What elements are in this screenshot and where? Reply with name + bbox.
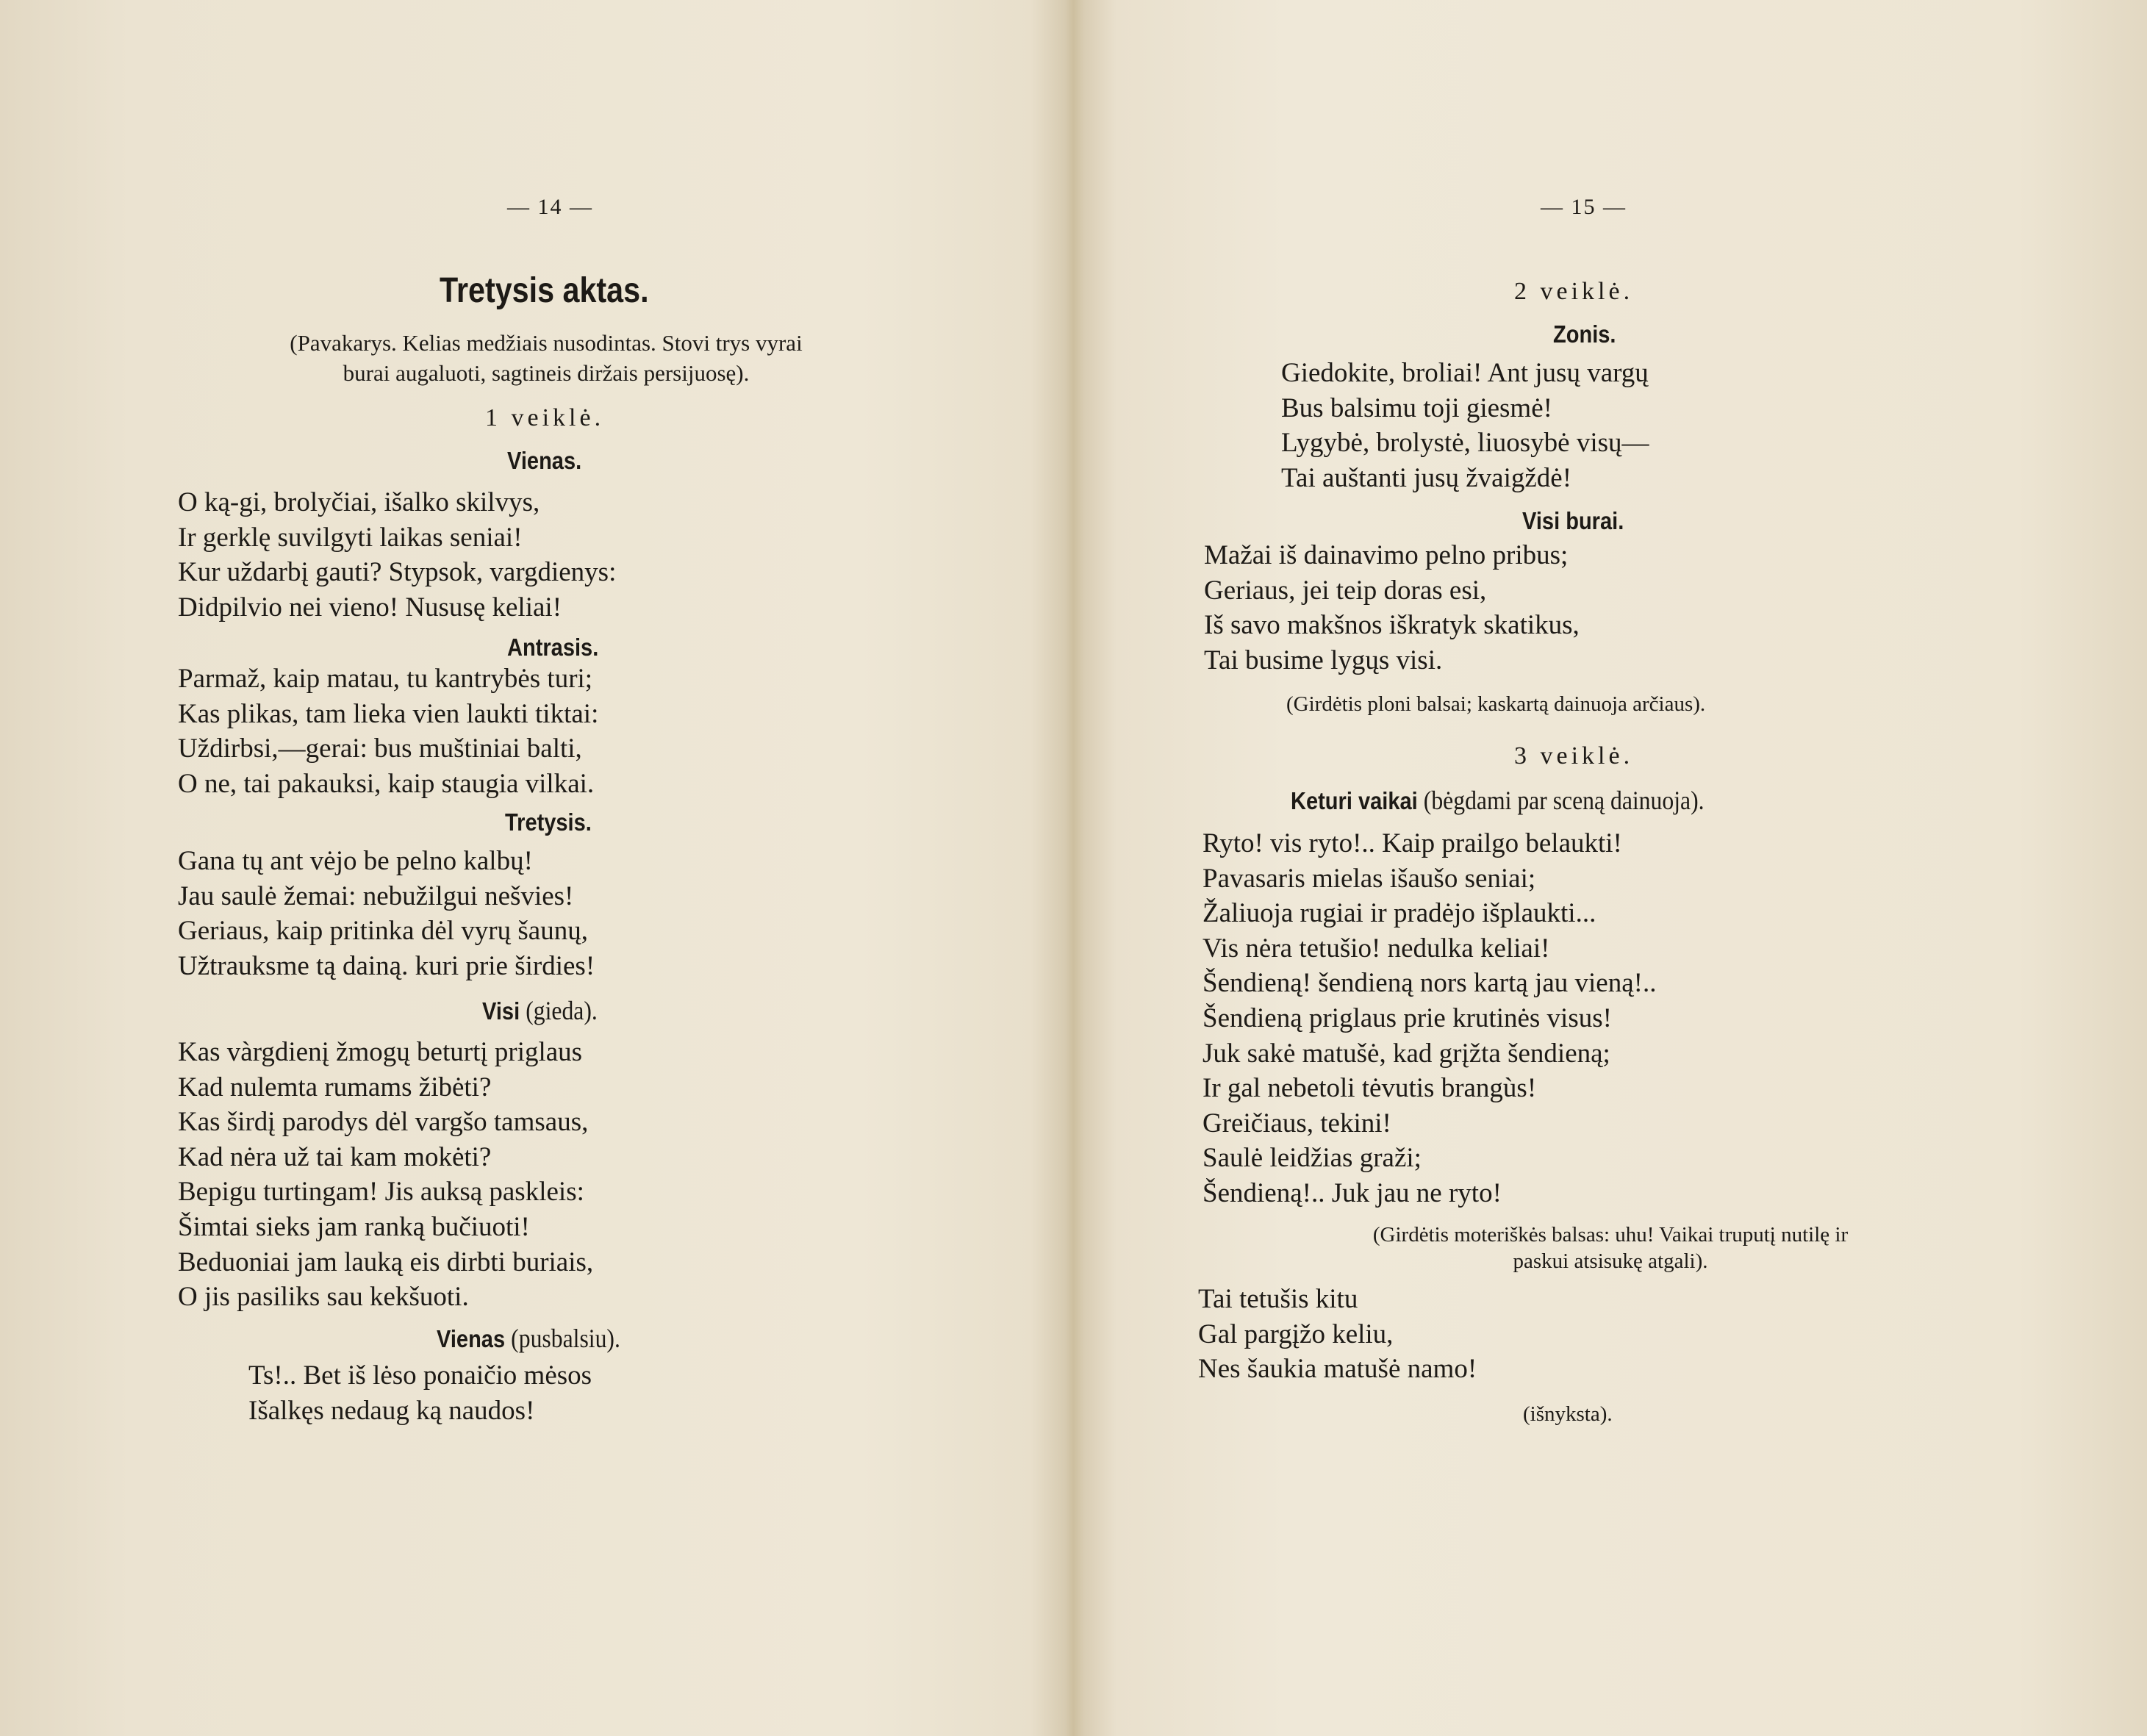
verse-antrasis	[178, 661, 598, 801]
verse-line: Gal pargįžo keliu,	[1198, 1319, 1394, 1349]
verse-line: Kas plikas, tam lieka vien laukti tiktai:	[178, 698, 599, 729]
verse-line: O ne, tai pakauksi, kaip staugia vilkai.	[178, 768, 595, 799]
verse-keturi-vaikai	[1202, 826, 1656, 1211]
speaker-zonis: Zonis.	[1553, 320, 1616, 348]
verse-line: Pavasaris mielas išaušo seniai;	[1202, 863, 1536, 894]
verse-line: Lygybė, brolystė, liuosybė visų—	[1281, 428, 1649, 459]
verse-line: Didpilvio nei vieno! Nususę keliai!	[178, 592, 562, 623]
verse-line: Šendieną priglaus prie krutinės visus!	[1202, 1002, 1612, 1033]
speaker-vienas-2	[437, 1323, 620, 1354]
opening-stage-direction	[179, 328, 914, 388]
verse-line: Kas širdį parodys dėl vargšo tamsaus,	[178, 1107, 589, 1138]
speaker-name: Keturi vaikai	[1291, 787, 1418, 814]
speaker-visi	[482, 995, 598, 1026]
verse-line: Kas vàrgdienį žmogų beturtį priglaus	[178, 1037, 583, 1067]
speaker-direction: (gieda).	[526, 996, 598, 1025]
verse-line: Saulė leidžias graži;	[1202, 1143, 1422, 1174]
verse-line: O jis pasiliks sau kekšuoti.	[178, 1282, 469, 1313]
verse-vienas-2	[248, 1358, 592, 1428]
stage-direction-voices: (Girdėtis ploni balsai; kaskartą dainuoja arčiaus).	[1286, 692, 1706, 716]
verse-line: Tai tetušis kitu	[1198, 1284, 1358, 1314]
speaker-antrasis: Antrasis.	[507, 634, 599, 661]
verse-line: Bepigu turtingam! Jis auksą paskleis:	[178, 1177, 584, 1208]
verse-line: Ir gal nebetoli tėvutis brangùs!	[1202, 1073, 1537, 1104]
speaker-name: Visi	[482, 997, 520, 1025]
verse-line: Nes šaukia matušė namo!	[1198, 1354, 1477, 1385]
scene-heading-2: 2 veiklė.	[1514, 278, 1634, 305]
verse-line: O ką-gi, brolyčiai, išalko skilvys,	[178, 487, 540, 517]
verse-line: Vis nėra tetušio! nedulka keliai!	[1202, 933, 1550, 964]
verse-line: Parmaž, kaip matau, tu kantrybės turi;	[178, 664, 593, 694]
page-number-left: — 14 —	[507, 195, 593, 219]
verse-line: Šimtai sieks jam ranką bučiuoti!	[178, 1211, 530, 1242]
verse-line: Ts!.. Bet iš lėso ponaičio mėsos	[248, 1360, 592, 1391]
verse-line: Žaliuoja rugiai ir pradėjo išplaukti...	[1202, 898, 1596, 929]
verse-visi	[178, 1035, 593, 1315]
verse-line: Šendieną! šendieną nors kartą jau vieną!..	[1202, 968, 1657, 999]
verse-line: Išalkęs nedaug ką naudos!	[248, 1395, 535, 1426]
stage-direction-line: paskui atsisukę atgali).	[1513, 1249, 1708, 1273]
verse-line: Tai auštanti jusų žvaigždė!	[1281, 462, 1572, 493]
verse-line: Gana tų ant vėjo be pelno kalbų!	[178, 846, 533, 876]
stage-direction-line: burai augaluoti, sagtineis diržais persijuosę).	[343, 360, 750, 386]
verse-line: Ryto! vis ryto!.. Kaip prailgo belaukti!	[1202, 828, 1622, 858]
verse-line: Tai busime lygųs visi.	[1204, 645, 1443, 675]
scene-heading-3: 3 veiklė.	[1514, 742, 1634, 770]
verse-line: Mažai iš dainavimo pelno pribus;	[1204, 540, 1569, 570]
verse-line: Kur uždarbį gauti? Stypsok, vargdienys:	[178, 557, 617, 588]
right-page	[1078, 0, 2147, 1736]
speaker-keturi-vaikai	[1291, 785, 1705, 816]
verse-final	[1198, 1282, 1477, 1387]
verse-line: Beduoniai jam lauką eis dirbti buriais,	[178, 1247, 594, 1277]
verse-visi-burai	[1204, 538, 1580, 678]
speaker-name: Vienas	[437, 1325, 506, 1352]
verse-line: Giedokite, broliai! Ant jusų vargų	[1281, 358, 1649, 388]
stage-direction-line: (Pavakarys. Kelias medžiais nusodintas. Stovi trys vyrai	[290, 330, 803, 356]
verse-line: Geriaus, jei teip doras esi,	[1204, 575, 1487, 606]
stage-direction-mother	[1225, 1222, 1996, 1274]
verse-tretysis	[178, 844, 595, 983]
verse-line: Šendieną!.. Juk jau ne ryto!	[1202, 1177, 1502, 1208]
page-number-right: — 15 —	[1541, 195, 1627, 219]
verse-line: Iš savo makšnos iškratyk skatikus,	[1204, 610, 1580, 641]
speaker-vienas: Vienas.	[507, 447, 582, 474]
verse-line: Kad nėra už tai kam mokėti?	[178, 1141, 492, 1172]
verse-line: Užtrauksme tą dainą. kuri prie širdies!	[178, 950, 595, 981]
verse-line: Bus balsimu toji giesmė!	[1281, 392, 1552, 423]
verse-vienas	[178, 485, 616, 625]
speaker-direction: (bėgdami par sceną dainuoja).	[1423, 786, 1705, 815]
stage-direction-line: (Girdėtis moteriškės balsas: uhu! Vaikai truputį nutilę ir	[1372, 1223, 1849, 1247]
verse-line: Uždirbsi,—gerai: bus muštiniai balti,	[178, 734, 582, 764]
verse-line: Geriaus, kaip pritinka dėl vyrų šaunų,	[178, 916, 588, 947]
verse-line: Ir gerklę suvilgyti laikas seniai!	[178, 522, 523, 553]
speaker-visi-burai: Visi burai.	[1522, 507, 1624, 534]
act-title: Tretysis aktas.	[440, 271, 649, 310]
speaker-tretysis: Tretysis.	[505, 808, 592, 836]
speaker-direction: (pusbalsiu).	[511, 1324, 620, 1353]
verse-zonis	[1281, 356, 1649, 495]
left-page	[0, 0, 1069, 1736]
verse-line: Greičiaus, tekini!	[1202, 1108, 1391, 1138]
verse-line: Jau saulė žemai: nebužilgui nešvies!	[178, 880, 574, 911]
scene-heading-1: 1 veiklė.	[485, 404, 605, 431]
verse-line: Kad nulemta rumams žibėti?	[178, 1072, 492, 1102]
verse-line: Juk sakė matušė, kad grįžta šendieną;	[1202, 1038, 1610, 1069]
stage-direction-exit: (išnyksta).	[1523, 1402, 1613, 1426]
